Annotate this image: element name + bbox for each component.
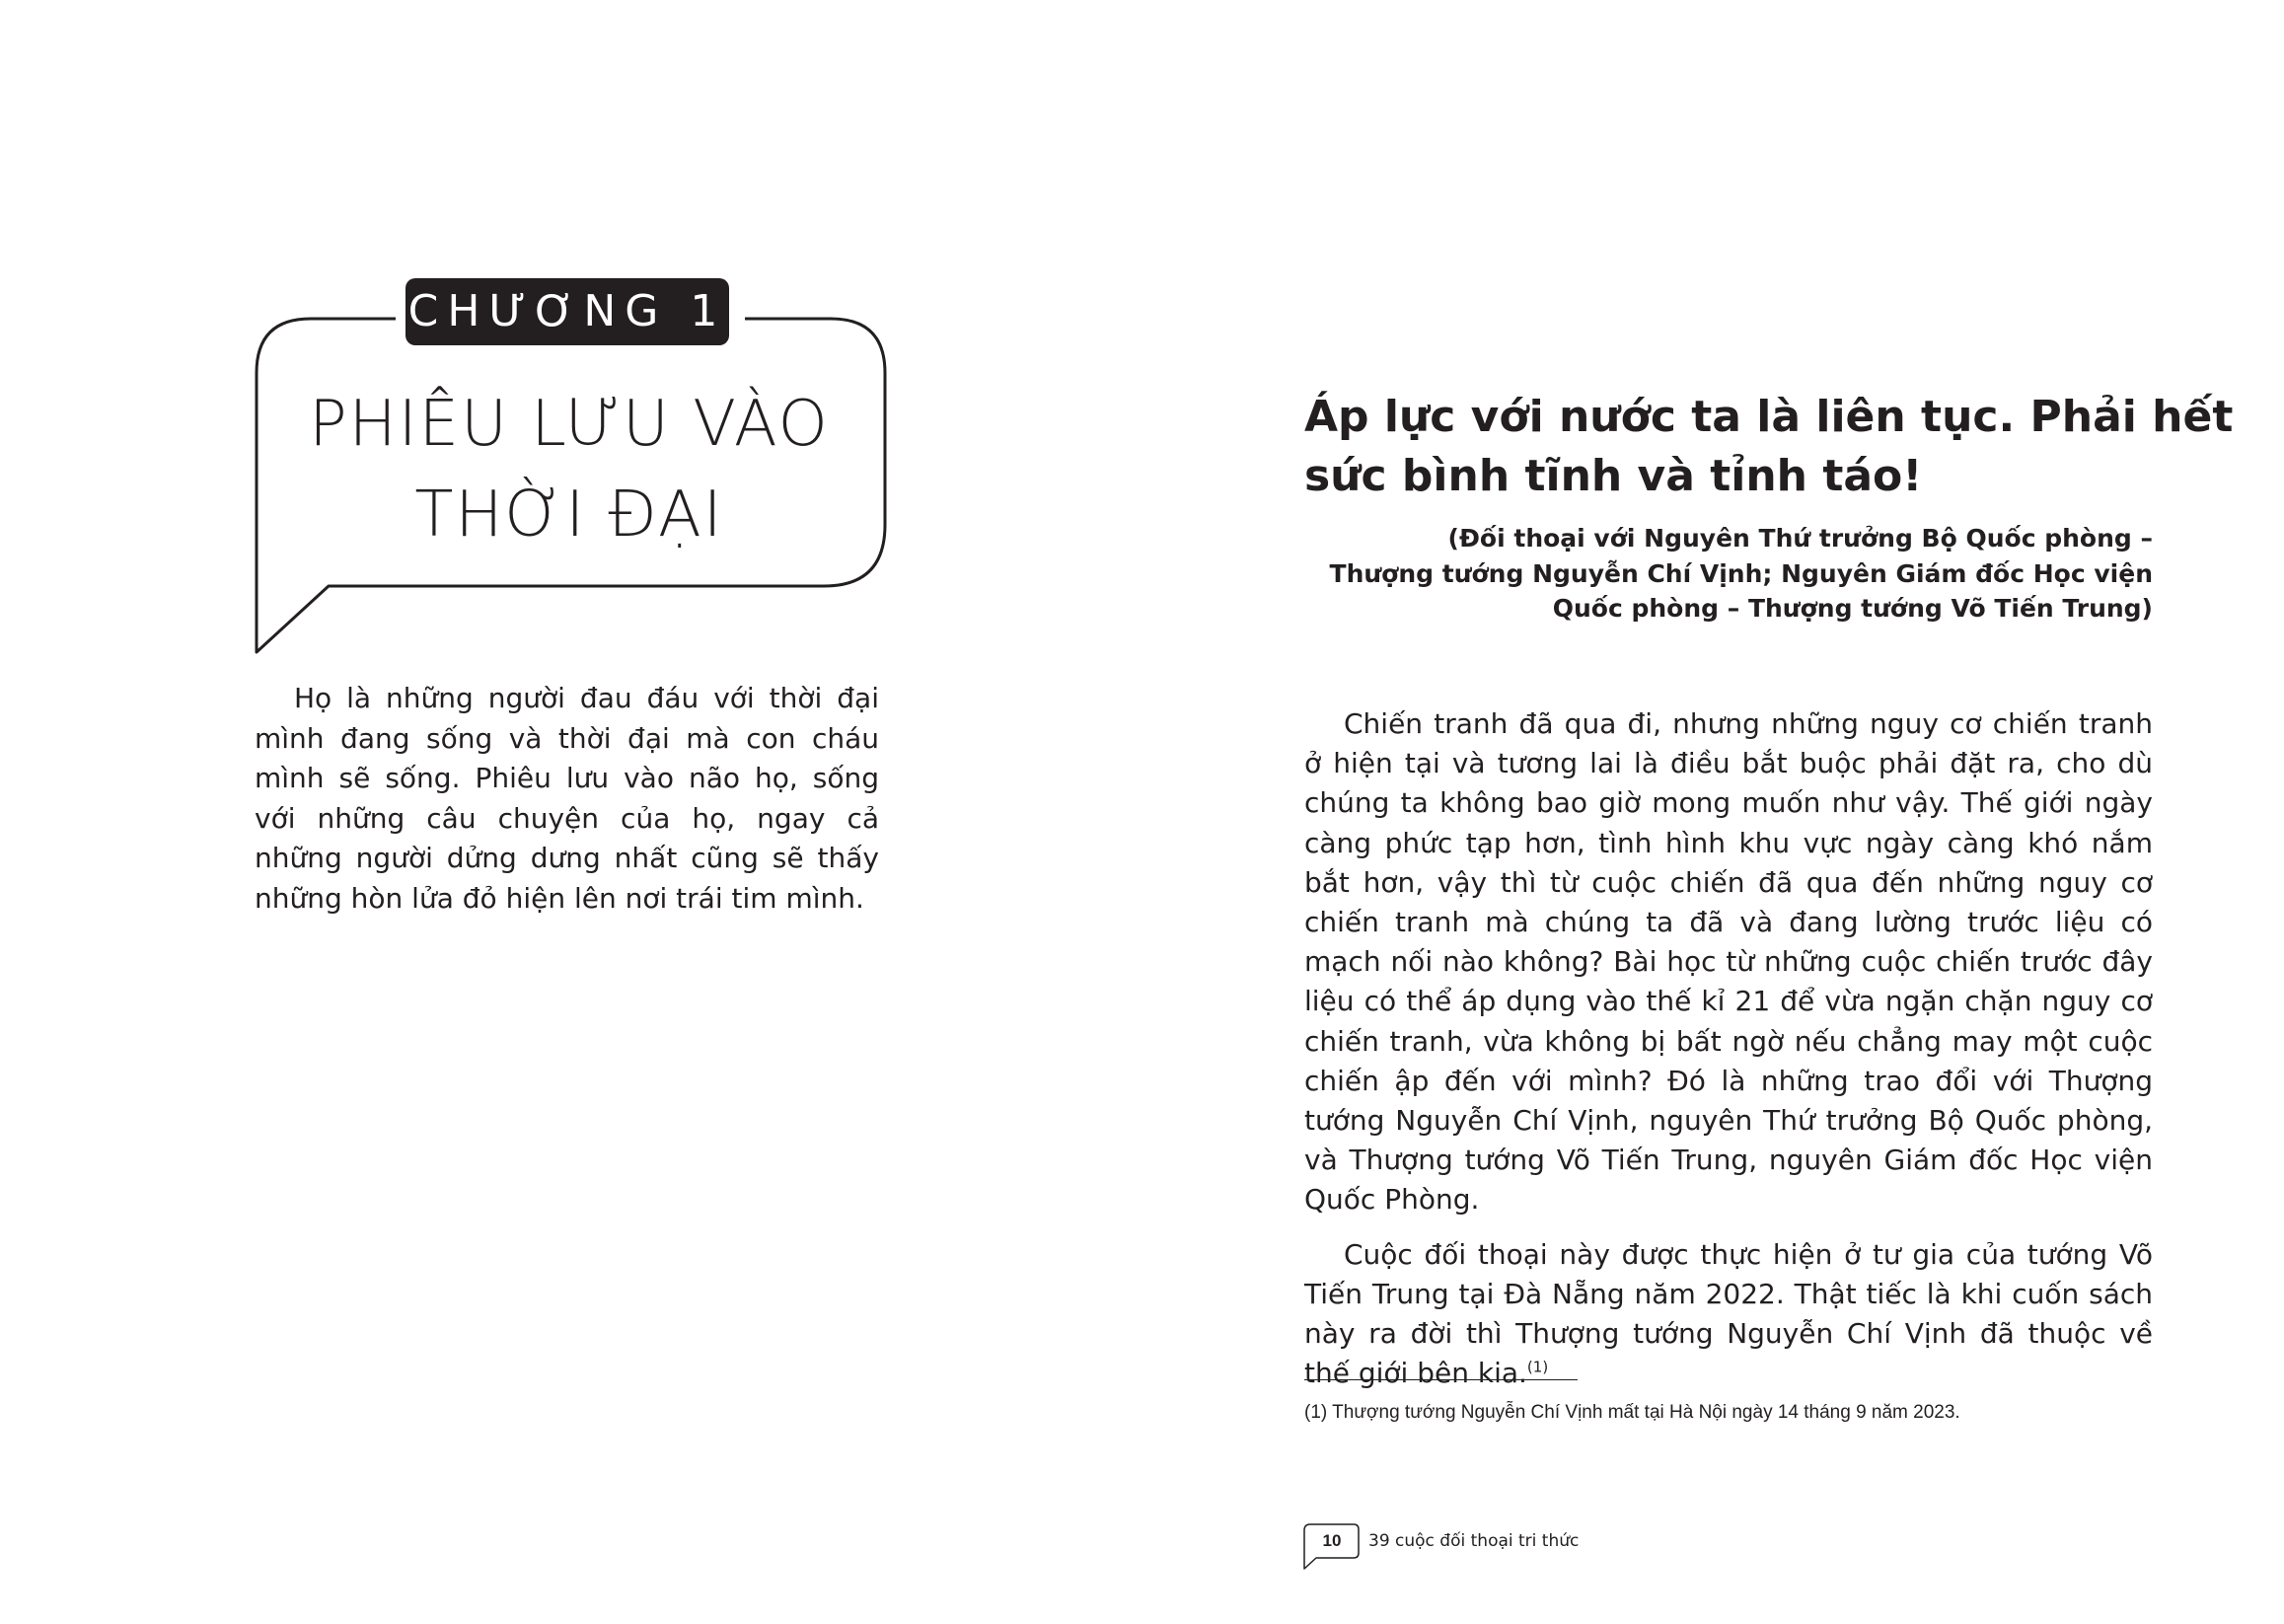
chapter-title-line: PHIÊU LƯU VÀO [309, 388, 830, 461]
chapter-title-line: THỜI ĐẠI [414, 479, 724, 552]
page-number-badge [1302, 1522, 1362, 1572]
body-paragraph: Chiến tranh đã qua đi, nhưng những nguy cơ chiến tranh ở hiện tại và tương lai là điều bắt buộc phải đặt ra, cho dù chúng ta không bao giờ mong muốn như vậy. Thế giới ngày càng phức tạp hơn, tình hình khu vực ngày càng khó nắm bắt hơn, vậy thì từ cuộc chiến đã qua đến những nguy cơ chiến tranh mà chúng ta đã và đang lường trước liệu có mạch nối nào không? Bài học từ những cuộc chiến trước đây liệu có thể áp dụng vào thế kỉ 21 để vừa ngặn chặn nguy cơ chiến tranh, vừa không bị bất ngờ nếu chẳng may một cuộc chiến ập đến với mình? Đó là những trao đổi với Thượng tướng Nguyễn Chí Vịnh, nguyên Thứ trưởng Bộ Quốc phòng, và Thượng tướng Võ Tiến Trung, nguyên Giám đốc Học viện Quốc Phòng. [1304, 707, 2153, 1217]
article-subtitle-line: Thượng tướng Nguyễn Chí Vịnh; Nguyên Giám đốc Học viện [1329, 558, 2153, 588]
article-subtitle-line: (Đối thoại với Nguyên Thứ trưởng Bộ Quốc phòng – [1447, 524, 2153, 553]
article-body [1304, 704, 2153, 1408]
article-heading-line: sức bình tĩnh và tỉnh táo! [1304, 451, 1923, 501]
body-paragraph-text: Cuộc đối thoại này được thực hiện ở tư gia của tướng Võ Tiến Trung tại Đà Nẵng năm 2022. Thật tiếc là khi cuốn sách này ra đời thì Thượng tướng Nguyễn Chí Vịnh đã thuộc về thế giới bên kia. [1304, 1237, 2153, 1390]
page-number: 10 [1322, 1531, 1342, 1550]
chapter-intro: Họ là những người đau đáu với thời đại mình đang sống và thời đại mà con cháu mình sẽ sống. Phiêu lưu vào não họ, sống với những câu chuyện của họ, ngay cả những người dửng dưng nhất cũng sẽ thấy những hòn lửa đỏ hiện lên nơi trái tim mình. [255, 682, 879, 915]
article-heading-line: Áp lực với nước ta là liên tục. Phải hết [1304, 392, 2234, 442]
footnote-divider [1304, 1379, 1578, 1380]
chapter-label: CHƯƠNG 1 [405, 278, 729, 345]
footnote: (1) Thượng tướng Nguyễn Chí Vịnh mất tại Hà Nội ngày 14 tháng 9 năm 2023. [1304, 1402, 1960, 1423]
body-paragraph [1304, 1235, 2153, 1394]
article-subtitle-line: Quốc phòng – Thượng tướng Võ Tiến Trung) [1552, 594, 2153, 623]
running-title: 39 cuộc đối thoại tri thức [1368, 1531, 1580, 1551]
chapter-title [258, 379, 880, 560]
article-heading [1304, 388, 2234, 506]
footnote-reference[interactable]: (1) [1526, 1358, 1549, 1376]
article-subtitle [1304, 521, 2153, 627]
